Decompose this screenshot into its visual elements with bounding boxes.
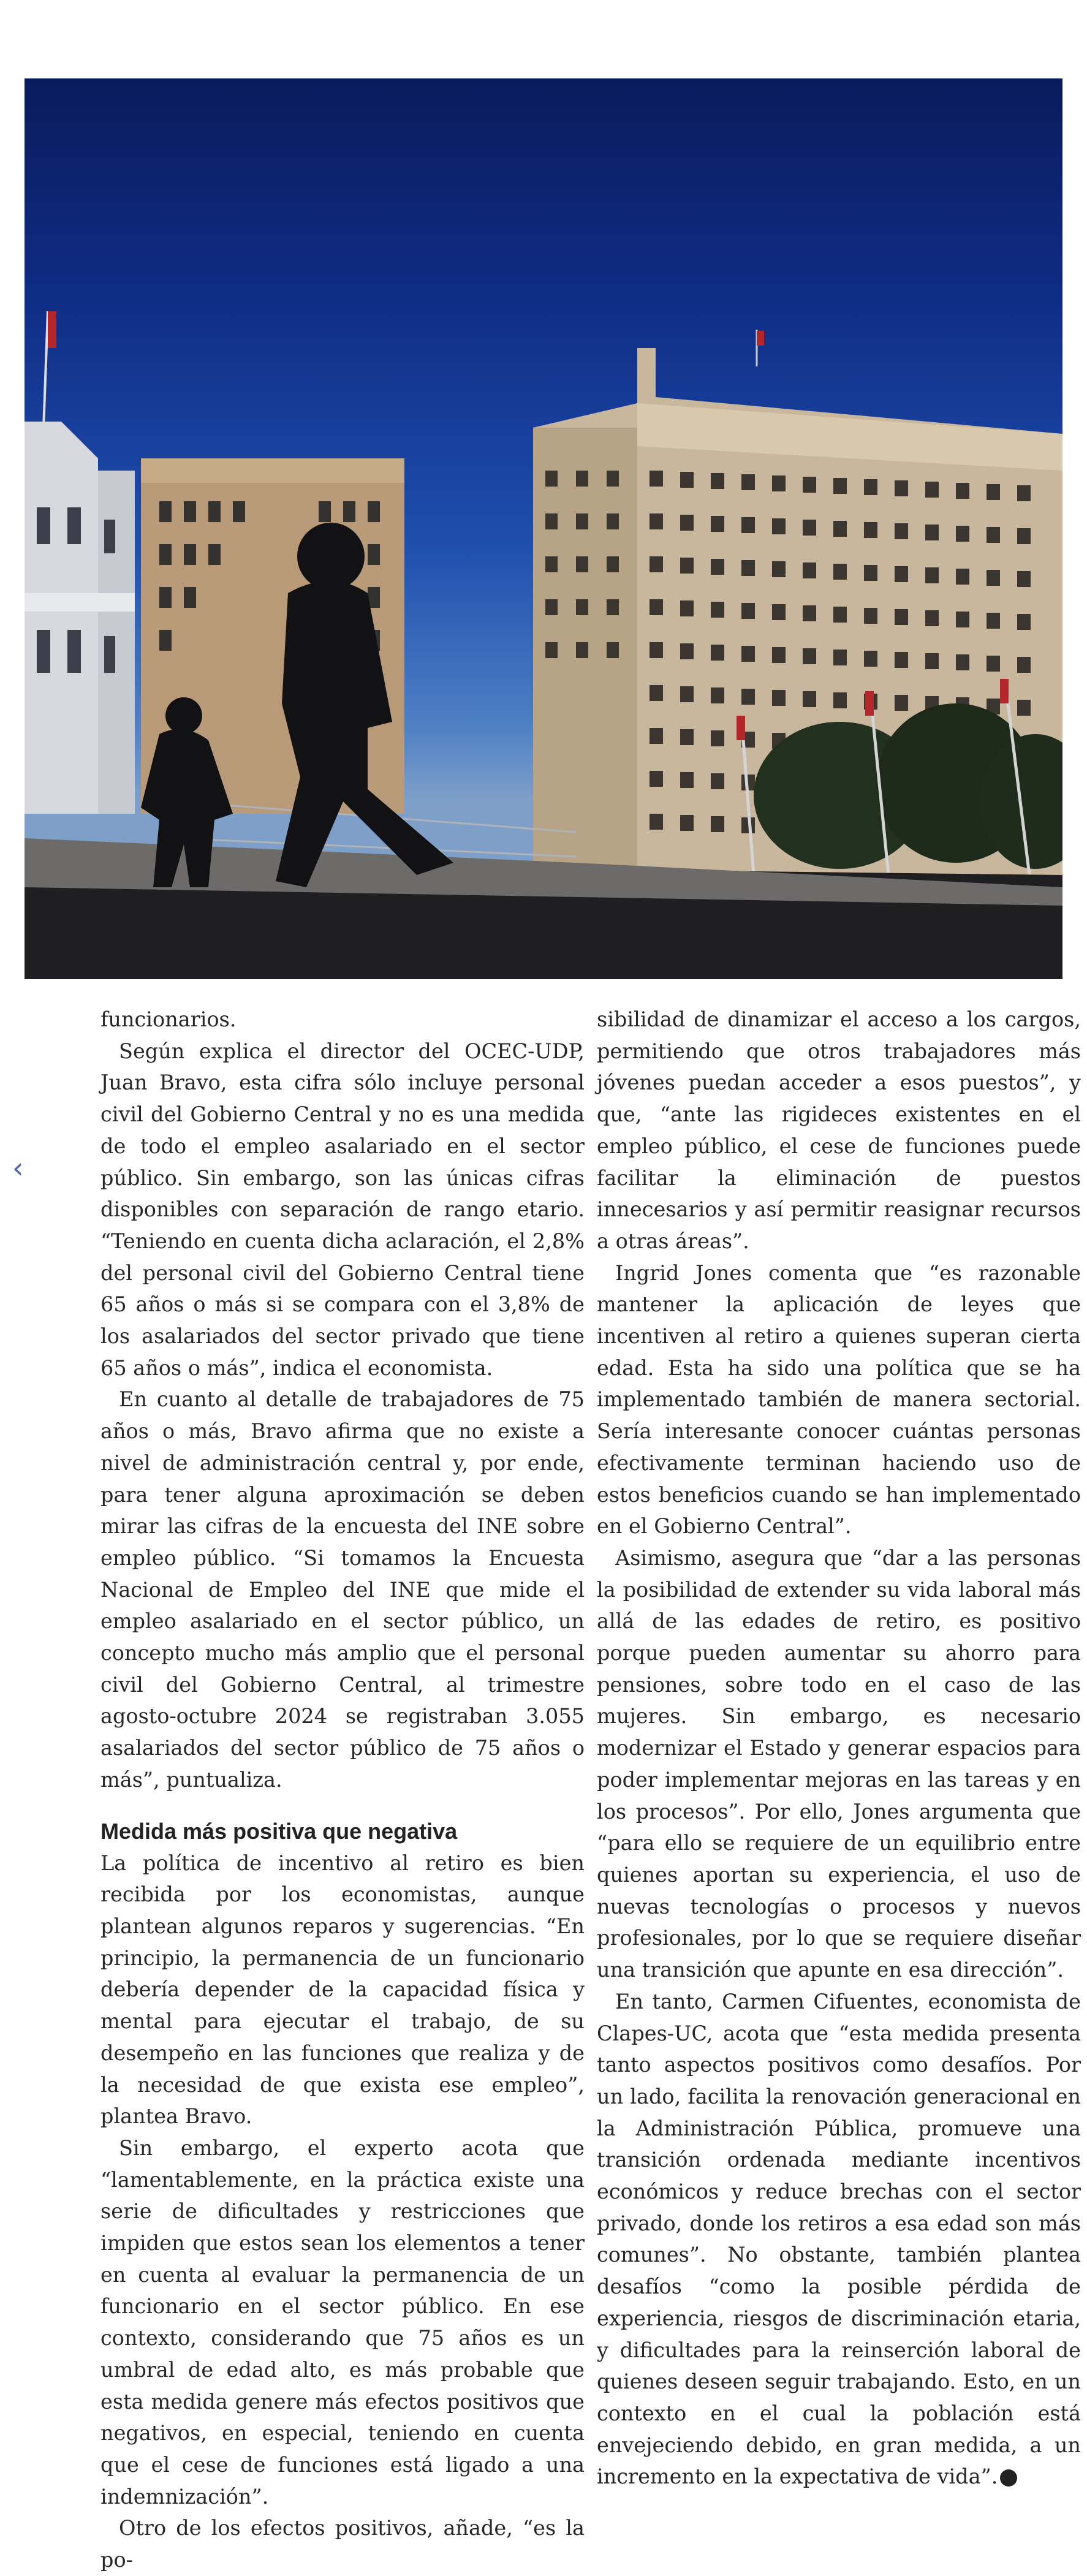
paragraph: Asimismo, asegura que “dar a las personas la posibilidad de extender su vida laboral más allá de las edades de retiro, es positivo porque pueden aumentar su ahorro para pensiones, sobre todo en el caso de las mujeres. Sin embargo, es necesario modernizar el Estado y generar espacios para poder implementar mejoras en las tareas y en los procesos”. Por ello, Jones argumenta que “para ello se requiere de un equilibrio entre quienes aportan su experiencia, el uso de nuevas tecnologías o procesos y nuevos profesionales, por lo que se requiere diseñar una transición que apunte en esa dirección”.: [597, 1545, 1081, 1982]
chevron-left-icon[interactable]: ‹: [12, 1151, 24, 1184]
article-column-left: [100, 1004, 585, 2576]
paragraph: funcionarios.: [100, 1007, 237, 1031]
end-mark-icon: P: [1000, 2469, 1017, 2487]
article-photo: [25, 78, 1062, 979]
paragraph: Ingrid Jones comenta que “es razonable mantener la aplicación de leyes que incentiven al retiro a quienes superan cierta edad. Esta ha sido una política que se ha implementado también de manera sectorial. Sería interesante conocer cuántas personas efectivamente terminan haciendo uso de estos beneficios cuando se han implementado en el Gobierno Central”.: [597, 1260, 1081, 1539]
paragraph: La política de incentivo al retiro es bien recibida por los economistas, aunque plantean algunos reparos y sugerencias. “En principio, la permanencia de un funcionario debería depender de la capacidad física y mental para ejecutar el trabajo, de su desempeño en las funciones que realiza y de la necesidad de que exista ese empleo”, plantea Bravo.: [100, 1851, 585, 2129]
paragraph: sibilidad de dinamizar el acceso a los cargos, permitiendo que otros trabajadores más jóvenes puedan acceder a esos puestos”, y que, “ante las rigideces existentes en el empleo público, el cese de funciones puede facilitar la eliminación de puestos innecesarios y así permitir reasignar recursos a otras áreas”.: [597, 1007, 1081, 1253]
paragraph: Según explica el director del OCEC-UDP, Juan Bravo, esta cifra sólo incluye personal civil del Gobierno Central y no es una medida de todo el empleo asalariado en el sector público. Sin embargo, son las únicas cifras disponibles con separación de rango etario. “Teniendo en cuenta dicha aclaración, el 2,8% del personal civil del Gobierno Central tiene 65 años o más si se compara con el 3,8% de los asalariados del sector privado que tiene 65 años o más”, indica el economista.: [100, 1039, 585, 1380]
section-heading: Medida más positiva que negativa: [100, 1818, 458, 1844]
paragraph: Otro de los efectos positivos, añade, “es la po-: [100, 2516, 585, 2572]
paragraph: En cuanto al detalle de trabajadores de 75 años o más, Bravo afirma que no existe a nivel de administración central y, por ende, para tener alguna aproximación se deben mirar las cifras de la encuesta del INE sobre empleo público. “Si tomamos la Encuesta Nacional de Empleo del INE que mide el empleo asalariado en el sector público, un concepto mucho más amplio que el personal civil del Gobierno Central, al trimestre agosto-octubre 2024 se registraban 3.055 asalariados del sector público de 75 años o más”, puntualiza.: [100, 1387, 585, 1792]
photo-illustration: [25, 78, 1062, 979]
paragraph: Sin embargo, el experto acota que “lamentablemente, en la práctica existe una serie de dificultades y restricciones que impiden que estos sean los elementos a tener en cuenta al evaluar la permanencia de un funcionario en el sector público. En ese contexto, considerando que 75 años es un umbral de edad alto, es más probable que esta medida genere más efectos positivos que negativos, en especial, teniendo en cuenta que el cese de funciones está ligado a una indemnización”.: [100, 2135, 585, 2509]
paragraph-final: [597, 1986, 1081, 2493]
article-column-right: [597, 1004, 1081, 2493]
paragraph-text: En tanto, Carmen Cifuentes, economista de Clapes-UC, acota que “esta medida presenta tanto aspectos positivos como desafíos. Por un lado, facilita la renovación generacional en la Administración Pública, promueve una transición ordenada mediante incentivos económicos y reduce brechas con el sector privado, donde los retiros a esa edad son más comunes”. No obstante, también plantea desafíos “como la posible pérdida de experiencia, riesgos de discriminación etaria, y dificultades para la reinserción laboral de quienes deseen seguir trabajando. Esto, en un contexto en el cual la población está envejeciendo debido, en gran medida, a un incremento en la expectativa de vida”.: [597, 1989, 1081, 2489]
